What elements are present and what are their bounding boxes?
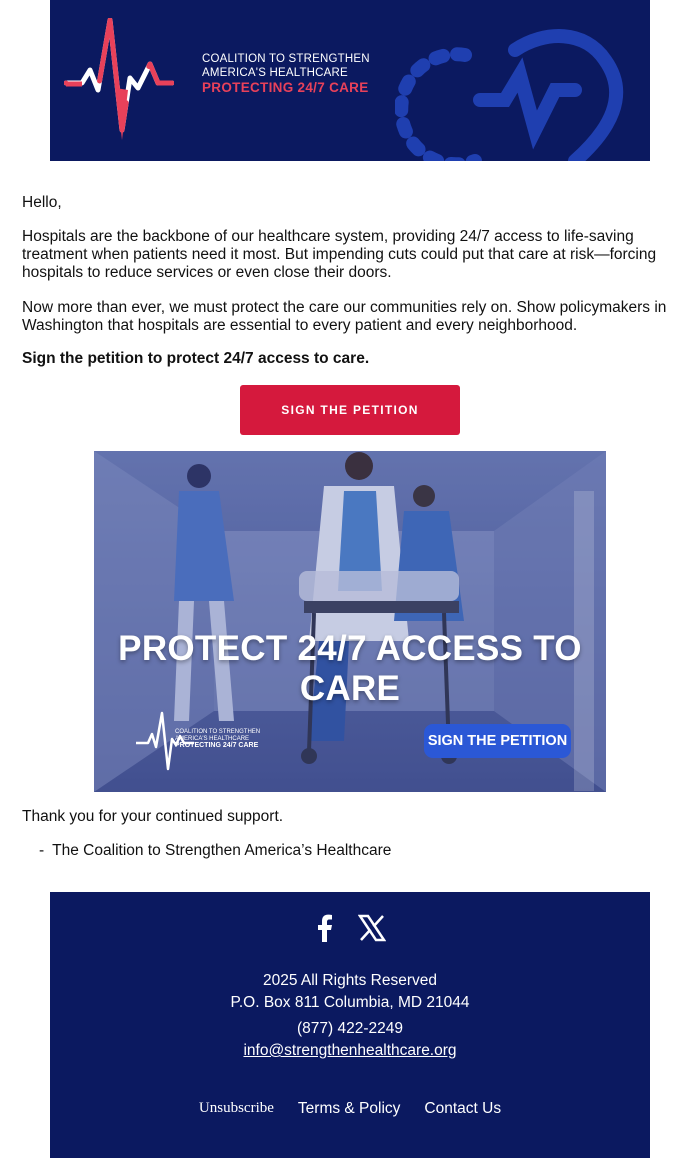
facebook-icon[interactable] <box>314 914 334 947</box>
footer-address: P.O. Box 811 Columbia, MD 21044 <box>230 994 470 1011</box>
social-links <box>50 914 650 947</box>
signoff <box>39 842 391 860</box>
hero-title-line2: CARE <box>299 669 401 708</box>
intro-paragraph: Hospitals are the backbone of our healthcare system, providing 24/7 access to life-saving treatment when patients need it most. But impending cuts could put that care at risk—forcing hospitals to reduce services or even close their doors. <box>22 228 657 281</box>
greeting-text: Hello, <box>22 194 62 211</box>
header-tagline: PROTECTING 24/7 CARE <box>202 80 369 95</box>
hero-org-line1: COALITION TO STRENGTHEN <box>175 729 261 735</box>
header-org-line1: COALITION TO STRENGTHEN <box>202 53 370 65</box>
signoff-text: The Coalition to Strengthen America’s Healthcare <box>52 842 392 859</box>
header-banner <box>50 0 650 161</box>
contact-us-link[interactable]: Contact Us <box>424 1100 502 1117</box>
footer-links <box>50 1100 650 1118</box>
appeal-paragraph: Now more than ever, we must protect the care our communities rely on. Show policymakers in Washington that hospitals are essential to every patient and every neighborhood. <box>22 299 667 334</box>
footer-rights: 2025 All Rights Reserved <box>262 972 438 989</box>
hero-org-line2: AMERICA'S HEALTHCARE <box>175 736 250 742</box>
signoff-dash: - <box>39 842 45 859</box>
terms-policy-link[interactable]: Terms & Policy <box>297 1100 401 1117</box>
footer-phone: (877) 422-2249 <box>297 1020 403 1037</box>
heartbeat-logo-icon <box>64 18 174 143</box>
clock-heart-decoration-icon <box>395 20 650 161</box>
cta-heading: Sign the petition to protect 24/7 access to care. <box>22 350 370 367</box>
header-org-line2: AMERICA'S HEALTHCARE <box>202 67 348 79</box>
footer-email-link[interactable]: info@strengthenhealthcare.org <box>243 1042 457 1059</box>
hero-title <box>94 629 606 709</box>
sign-petition-button[interactable]: SIGN THE PETITION <box>240 385 460 435</box>
hero-tagline: PROTECTING 24/7 CARE <box>175 742 259 749</box>
hero-title-line1: PROTECT 24/7 ACCESS TO <box>118 629 582 668</box>
hero-image-banner[interactable] <box>94 451 606 792</box>
hero-sign-petition-button[interactable]: SIGN THE PETITION <box>424 724 571 758</box>
unsubscribe-link[interactable]: Unsubscribe <box>198 1100 274 1116</box>
thank-you-text: Thank you for your continued support. <box>22 808 284 825</box>
x-icon[interactable] <box>358 914 386 947</box>
footer <box>50 892 650 1158</box>
